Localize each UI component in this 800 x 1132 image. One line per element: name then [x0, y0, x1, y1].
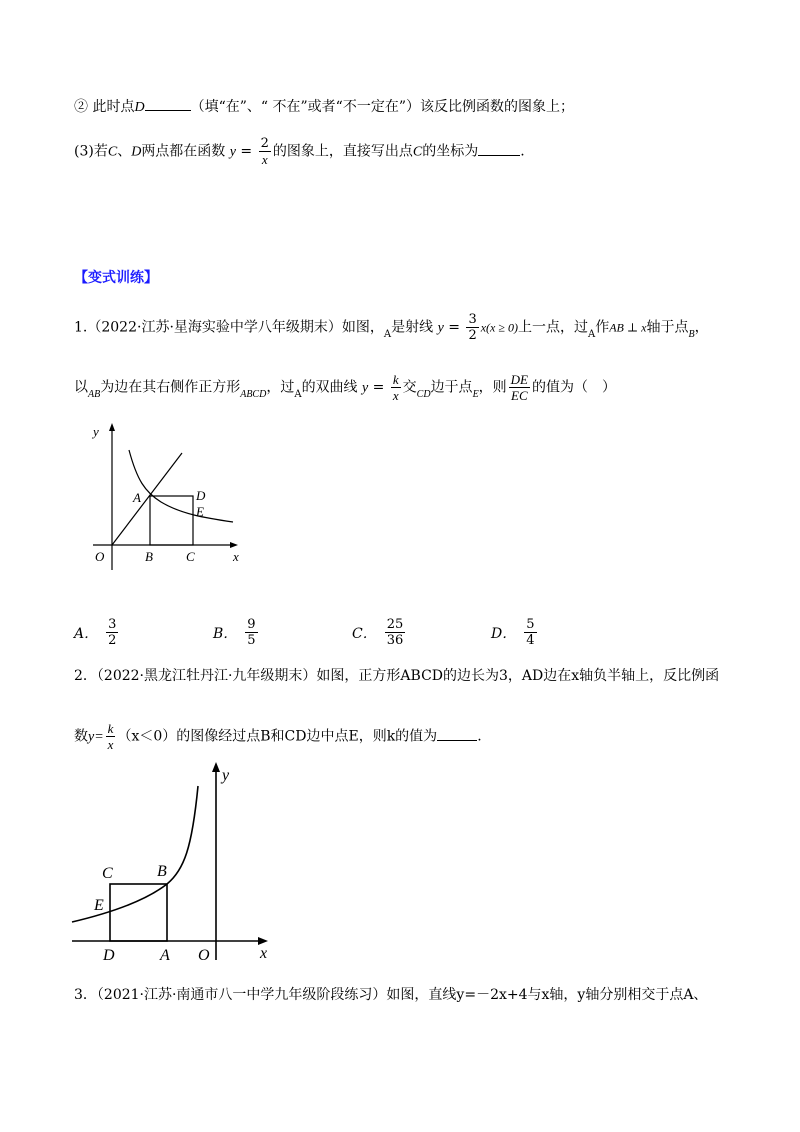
- y-axis-arrow: [109, 423, 115, 431]
- frac-den: x: [392, 388, 399, 403]
- label-b: B: [157, 863, 167, 880]
- math-eq: =: [368, 379, 389, 396]
- label-y: y: [93, 424, 99, 439]
- label-x: x: [233, 549, 239, 564]
- option-fraction: [385, 617, 406, 648]
- math-eq: =: [443, 319, 465, 336]
- option-a[interactable]: [74, 617, 120, 648]
- option-b[interactable]: [213, 617, 260, 648]
- frac-num: k: [392, 372, 399, 387]
- option-label: D．: [491, 625, 517, 642]
- frac-num: 2: [260, 136, 269, 151]
- label-a: A: [160, 947, 170, 964]
- text: （填“在”、“ 不在”或者“不一定在”）该反比例函数的图象上；: [190, 99, 574, 115]
- label-c: C: [102, 865, 113, 882]
- q2-line2: [74, 721, 482, 752]
- label-e: E: [94, 897, 104, 914]
- option-c[interactable]: [352, 617, 407, 648]
- text: 以: [74, 379, 88, 396]
- option-fraction: [106, 617, 118, 648]
- frac-den: x: [107, 737, 114, 752]
- label-b: B: [145, 549, 153, 564]
- text: 边于点: [430, 379, 473, 396]
- text: 的坐标为: [422, 143, 479, 160]
- text: 为边在其右侧作正方形: [100, 379, 241, 396]
- fraction: [259, 136, 271, 167]
- option-label: B．: [213, 625, 238, 642]
- frac-den: 5: [247, 633, 256, 648]
- text: （x＜0）的图像经过点B和CD边中点E，则k的值为: [117, 728, 438, 745]
- label-y: y: [222, 767, 230, 784]
- frac-den: 4: [526, 633, 535, 648]
- frac-den: EC: [511, 388, 528, 403]
- hyperbola-curve: [72, 786, 198, 922]
- point-label: D: [131, 144, 142, 160]
- text: 轴于点: [646, 319, 689, 336]
- question-source: （2022·江苏·星海实验中学八年级期末）如图，: [87, 319, 384, 336]
- section-heading: 【变式训练】: [74, 270, 158, 286]
- answer-blank[interactable]: [145, 98, 191, 111]
- frac-den: x: [261, 152, 268, 167]
- option-fraction: [524, 617, 536, 648]
- label-o: O: [198, 947, 210, 964]
- fraction: [391, 372, 401, 403]
- square-abcd: [110, 884, 167, 941]
- text: 是射线: [391, 319, 434, 336]
- q3-line1: 3．（2021·江苏·南通市八一中学九年级阶段练习）如图，直线y=－2x+4与x轴，y轴分别相交于点A、: [74, 987, 708, 1003]
- frac-num: 5: [526, 617, 535, 632]
- option-label: A．: [74, 625, 99, 642]
- frac-den: 2: [108, 633, 117, 648]
- label-o: O: [95, 549, 105, 564]
- text: 、: [117, 143, 132, 160]
- text: 数: [74, 728, 88, 745]
- fraction: [106, 721, 116, 752]
- label-x: x: [260, 945, 268, 962]
- point-label: C: [107, 144, 118, 160]
- label-d: D: [103, 947, 115, 964]
- point-label: B: [688, 328, 695, 340]
- text: .: [520, 143, 525, 160]
- circle-number: ②: [74, 99, 88, 115]
- x-axis-arrow: [230, 542, 238, 548]
- point-label: E: [472, 388, 479, 400]
- frac-num: 25: [386, 617, 404, 632]
- answer-blank[interactable]: [437, 728, 477, 741]
- label-c: C: [186, 549, 195, 564]
- frac-num: 3: [468, 312, 477, 327]
- label-d: D: [196, 488, 206, 503]
- frac-num: 9: [247, 617, 256, 632]
- math-var: y: [437, 320, 444, 336]
- text: ，过: [266, 379, 295, 396]
- part-label: (3)若: [74, 143, 108, 160]
- square-abcd: [150, 496, 193, 545]
- q1-line2: [74, 372, 616, 403]
- math-expr: AB ⊥ x: [609, 320, 647, 335]
- math-expr: ABCD: [240, 388, 267, 400]
- text: ，则: [478, 379, 507, 396]
- math-var: y: [362, 380, 369, 396]
- text: 的双曲线: [301, 379, 358, 396]
- label-a: A: [133, 490, 141, 505]
- frac-den: 36: [386, 633, 404, 648]
- math-var: y: [229, 144, 236, 160]
- text: 作: [595, 319, 610, 336]
- label-e: E: [196, 504, 204, 519]
- fraction: [509, 372, 530, 403]
- text: 上一点，过: [517, 319, 588, 336]
- point-label: A: [587, 328, 596, 340]
- point-label: A: [294, 388, 302, 400]
- frac-num: DE: [510, 372, 529, 387]
- frac-num: k: [107, 721, 114, 736]
- math-eq: =: [235, 143, 257, 160]
- math-expr: CD: [416, 388, 431, 400]
- math-expr: x(x ≥ 0): [480, 320, 518, 335]
- text: .: [477, 728, 482, 745]
- q2-line1: 2．（2022·黑龙江牡丹江·九年级期末）如图，正方形ABCD的边长为3，AD边在x轴负半轴上，反比例函: [74, 668, 720, 684]
- text: 的值为（ ）: [532, 379, 617, 396]
- text: 两点都在函数: [141, 143, 226, 160]
- q1-line1: [74, 312, 709, 343]
- text: 交: [402, 379, 417, 396]
- text: 此时点: [92, 99, 135, 115]
- fraction: [466, 312, 478, 343]
- text: 的图象上，直接写出点: [272, 143, 413, 160]
- part3-line: [74, 136, 525, 167]
- point-label: C: [412, 144, 423, 160]
- question-number: 1.: [74, 319, 88, 336]
- option-fraction: [245, 617, 257, 648]
- text: ，: [694, 319, 709, 336]
- x-axis-arrow: [258, 937, 268, 945]
- q2-figure: [66, 758, 286, 968]
- frac-den: 2: [468, 328, 477, 343]
- point-label: D: [134, 100, 145, 115]
- part2-line: [74, 97, 574, 118]
- ray-line: [112, 453, 182, 545]
- point-label: A: [383, 328, 392, 340]
- option-d[interactable]: [491, 617, 539, 648]
- option-label: C．: [352, 625, 377, 642]
- frac-num: 3: [108, 617, 117, 632]
- answer-blank[interactable]: [478, 143, 520, 156]
- hyperbola-curve: [129, 450, 233, 522]
- y-axis-arrow: [212, 762, 220, 772]
- q1-figure: [85, 420, 255, 580]
- math-expr: y=: [88, 729, 104, 745]
- math-expr: AB: [88, 388, 101, 400]
